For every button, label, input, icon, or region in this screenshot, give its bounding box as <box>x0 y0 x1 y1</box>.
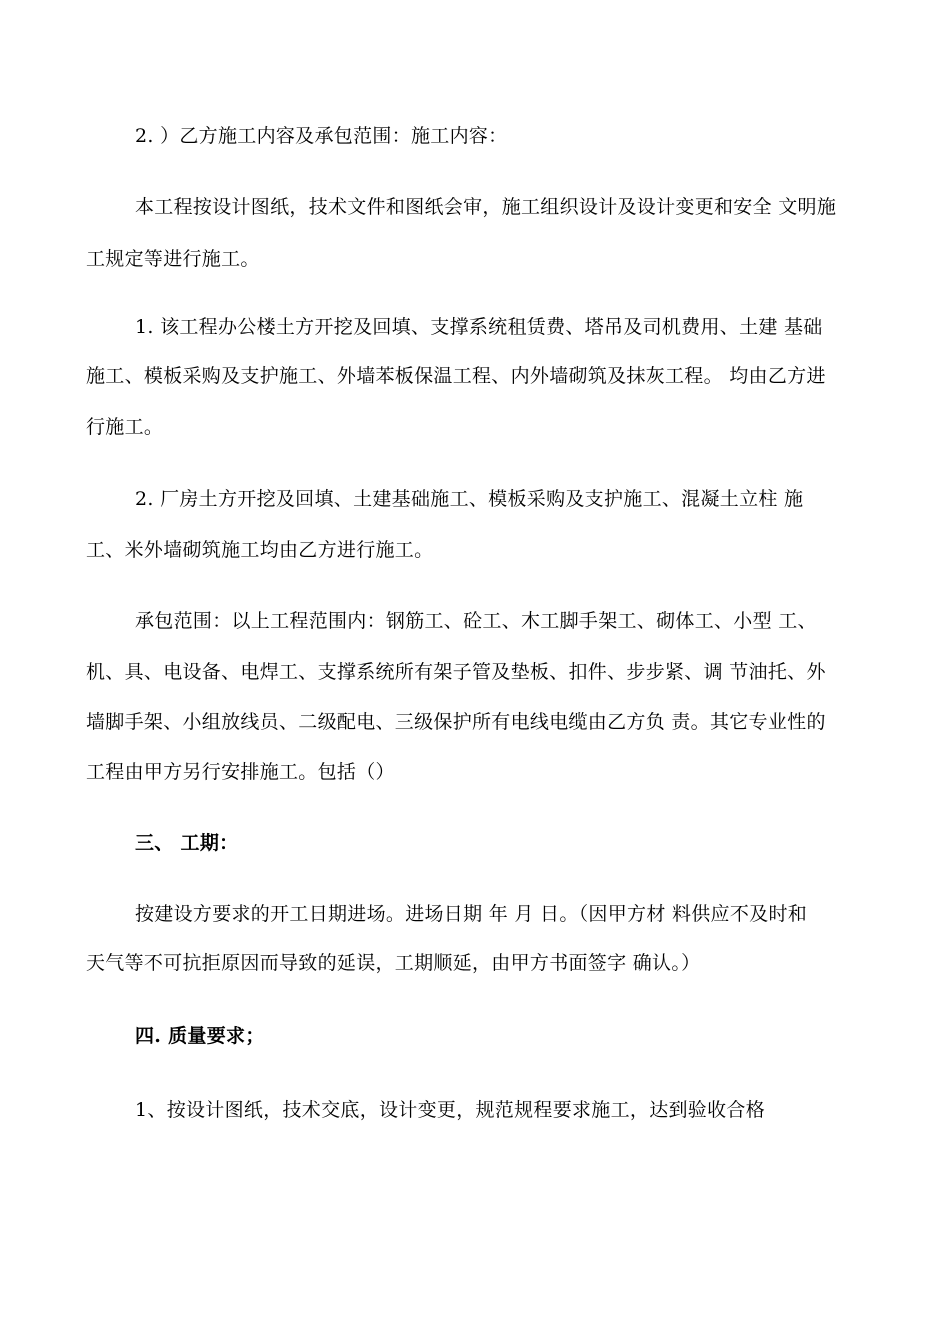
paragraph-line: 按建设方要求的开工日期进场。进场日期 年 月 日。（因甲方材 料供应不及时和 <box>135 903 808 925</box>
section-scope-heading: 2. ）乙方施工内容及承包范围：施工内容： <box>135 125 508 147</box>
paragraph-line: 承包范围：以上工程范围内：钢筋工、砼工、木工脚手架工、砌体工、小型 工、 <box>135 610 817 632</box>
paragraph-line: 2. 厂房土方开挖及回填、土建基础施工、模板采购及支护施工、混凝土立柱 施 <box>135 488 804 510</box>
paragraph-line: 工规定等进行施工。 <box>86 248 260 270</box>
paragraph-line: 1. 该工程办公楼土方开挖及回填、支撑系统租赁费、塔吊及司机费用、土建 基础 <box>135 316 823 338</box>
section-heading-schedule: 三、 工期： <box>135 832 239 854</box>
paragraph-line: 施工、模板采购及支护施工、外墙苯板保温工程、内外墙砌筑及抹灰工程。 均由乙方进 <box>86 365 826 387</box>
paragraph-line: 行施工。 <box>86 416 164 438</box>
paragraph-line: 1、按设计图纸，技术交底，设计变更，规范规程要求施工，达到验收合格 <box>135 1099 765 1121</box>
paragraph-line: 天气等不可抗拒原因而导致的延误，工期顺延，由甲方书面签字 确认。） <box>86 952 701 974</box>
paragraph-line: 工、米外墙砌筑施工均由乙方进行施工。 <box>86 539 434 561</box>
paragraph-line: 机、具、电设备、电焊工、支撑系统所有架子管及垫板、扣件、步步紧、调 节油托、外 <box>86 661 826 683</box>
paragraph-line: 墙脚手架、小组放线员、二级配电、三级保护所有电线电缆由乙方负 责。其它专业性的 <box>86 711 826 733</box>
paragraph-line: 工程由甲方另行安排施工。包括（） <box>86 761 395 783</box>
section-heading-quality: 四. 质量要求； <box>135 1025 265 1047</box>
paragraph-line: 本工程按设计图纸，技术文件和图纸会审，施工组织设计及设计变更和安全 文明施 <box>135 196 837 218</box>
